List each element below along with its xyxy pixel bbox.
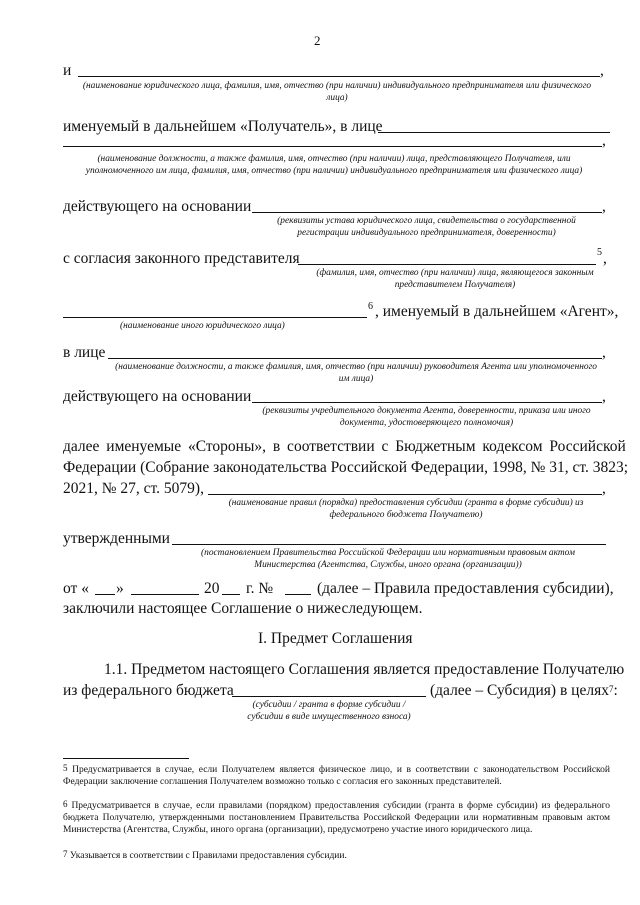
comma: , bbox=[603, 250, 607, 267]
person-line bbox=[108, 358, 602, 359]
comma: , bbox=[602, 344, 606, 361]
clause-subsidy-line bbox=[232, 696, 426, 697]
agent-text: , именуемый в дальнейшем «Агент», bbox=[375, 303, 619, 320]
clause-caption: (субсидии / гранта в форме субсидии / субсидии в виде имущественного взноса) bbox=[247, 700, 411, 722]
basis1-line bbox=[252, 212, 602, 213]
page-number: 2 bbox=[314, 33, 321, 48]
named-text: именуемый в дальнейшем «Получатель», в лице bbox=[63, 118, 383, 135]
parties-line-1: далее именуемые «Стороны», в соответствии с Бюджетным кодексом Российской bbox=[63, 438, 626, 455]
parties-line bbox=[208, 494, 602, 495]
clause-line-2-prefix: из федерального бюджета bbox=[63, 682, 234, 699]
approved-caption: (постановлением Правительства Российской Федерации или нормативным правовым актом Министерства (Агентства, Службы, иного органа (организации)) bbox=[201, 548, 575, 570]
consent-line bbox=[298, 264, 596, 265]
comma: , bbox=[602, 388, 606, 405]
basis2-line bbox=[252, 402, 602, 403]
date-year-line bbox=[222, 594, 240, 595]
parties-line-2: Федерации (Собрание законодательства Российской Федерации, 1998, № 31, ст. 3823; bbox=[63, 459, 629, 476]
named-line-2 bbox=[63, 146, 602, 147]
date-from: от « bbox=[63, 580, 89, 597]
date-quote-close: » bbox=[116, 580, 124, 597]
consent-text: с согласия законного представителя bbox=[63, 250, 300, 267]
date-line-2: заключили настоящее Соглашение о нижеследующем. bbox=[63, 600, 423, 617]
person-text: в лице bbox=[63, 344, 106, 361]
named-line-1 bbox=[378, 132, 610, 133]
approved-line bbox=[172, 544, 606, 545]
date-month-line bbox=[131, 594, 199, 595]
comma: , bbox=[600, 62, 604, 79]
footnote-6: 6 Предусматривается в случае, если правилами (порядком) предоставления субсидии (гранта в форме субсидии) из федерального бюджета Получателю, утвержденными постановлением Правительства Российской Федерации или нормативным правовым актом Министерства (Агентства, Службы, иного органа (организации), предусмотрено участие иного юридического лица. bbox=[63, 799, 610, 835]
date-number-line bbox=[285, 594, 311, 595]
date-tail: (далее – Правила предоставления субсидии), bbox=[317, 580, 614, 597]
parties-caption: (наименование правил (порядка) предоставления субсидии (гранта в форме субсидии) из федерального бюджета Получателю) bbox=[228, 498, 584, 520]
named-caption: (наименование должности, а также фамилия, имя, отчество (при наличии) лица, представляющего Получателя, или уполномоченного им лица, фамилия, имя, отчество (при наличии) индивидуального предпринимателя или физического лица) bbox=[85, 154, 583, 176]
consent-sup: 5 bbox=[597, 247, 602, 258]
date-year-suffix: г. № bbox=[246, 580, 274, 597]
agent-caption: (наименование иного юридического лица) bbox=[120, 321, 285, 331]
basis2-text: действующего на основании bbox=[63, 388, 252, 405]
agent-line bbox=[63, 317, 367, 318]
person-caption: (наименование должности, а также фамилия, имя, отчество (при наличии) руководителя Агента или уполномоченного им лица) bbox=[115, 362, 597, 384]
footnote-7: 7 Указывается в соответствии с Правилами предоставления субсидии. bbox=[63, 849, 347, 861]
clause-line-2-suffix: (далее – Субсидия) в целях$^7$: bbox=[430, 682, 618, 699]
section-title: I. Предмет Соглашения bbox=[258, 630, 413, 647]
comma: , bbox=[602, 198, 606, 215]
basis2-caption: (реквизиты учредительного документа Агента, доверенности, приказа или иного документа, удостоверяющего полномочия) bbox=[262, 406, 591, 428]
consent-caption: (фамилия, имя, отчество (при наличии) лица, являющегося законным представителем Получателя) bbox=[316, 268, 594, 290]
date-year-prefix: 20 bbox=[204, 580, 220, 597]
comma: , bbox=[602, 480, 606, 497]
approved-text: утвержденными bbox=[63, 530, 170, 547]
agent-sup: 6 bbox=[368, 301, 373, 312]
parties-line-3: 2021, № 27, ст. 5079), bbox=[63, 480, 204, 497]
date-day-line bbox=[95, 594, 115, 595]
footnote-5: 5 Предусматривается в случае, если Получателем является физическое лицо, и в соответствии с законодательством Российской Федерации заключение соглашения Получателем возможно только с согласия его законных представителей. bbox=[63, 763, 611, 787]
basis1-caption: (реквизиты устава юридического лица, свидетельства о государственной регистрации индивидуального предпринимателя, доверенности) bbox=[277, 216, 576, 238]
footnote-separator bbox=[63, 758, 189, 759]
recipient-caption: (наименование юридического лица, фамилия, имя, отчество (при наличии) индивидуального предпринимателя или физического лица) bbox=[82, 81, 592, 103]
clause-line-1: 1.1. Предметом настоящего Соглашения является предоставление Получателю bbox=[104, 661, 625, 678]
comma: , bbox=[602, 132, 606, 149]
recipient-prefix: и bbox=[63, 62, 72, 79]
recipient-line bbox=[78, 76, 600, 77]
basis1-text: действующего на основании bbox=[63, 198, 252, 215]
